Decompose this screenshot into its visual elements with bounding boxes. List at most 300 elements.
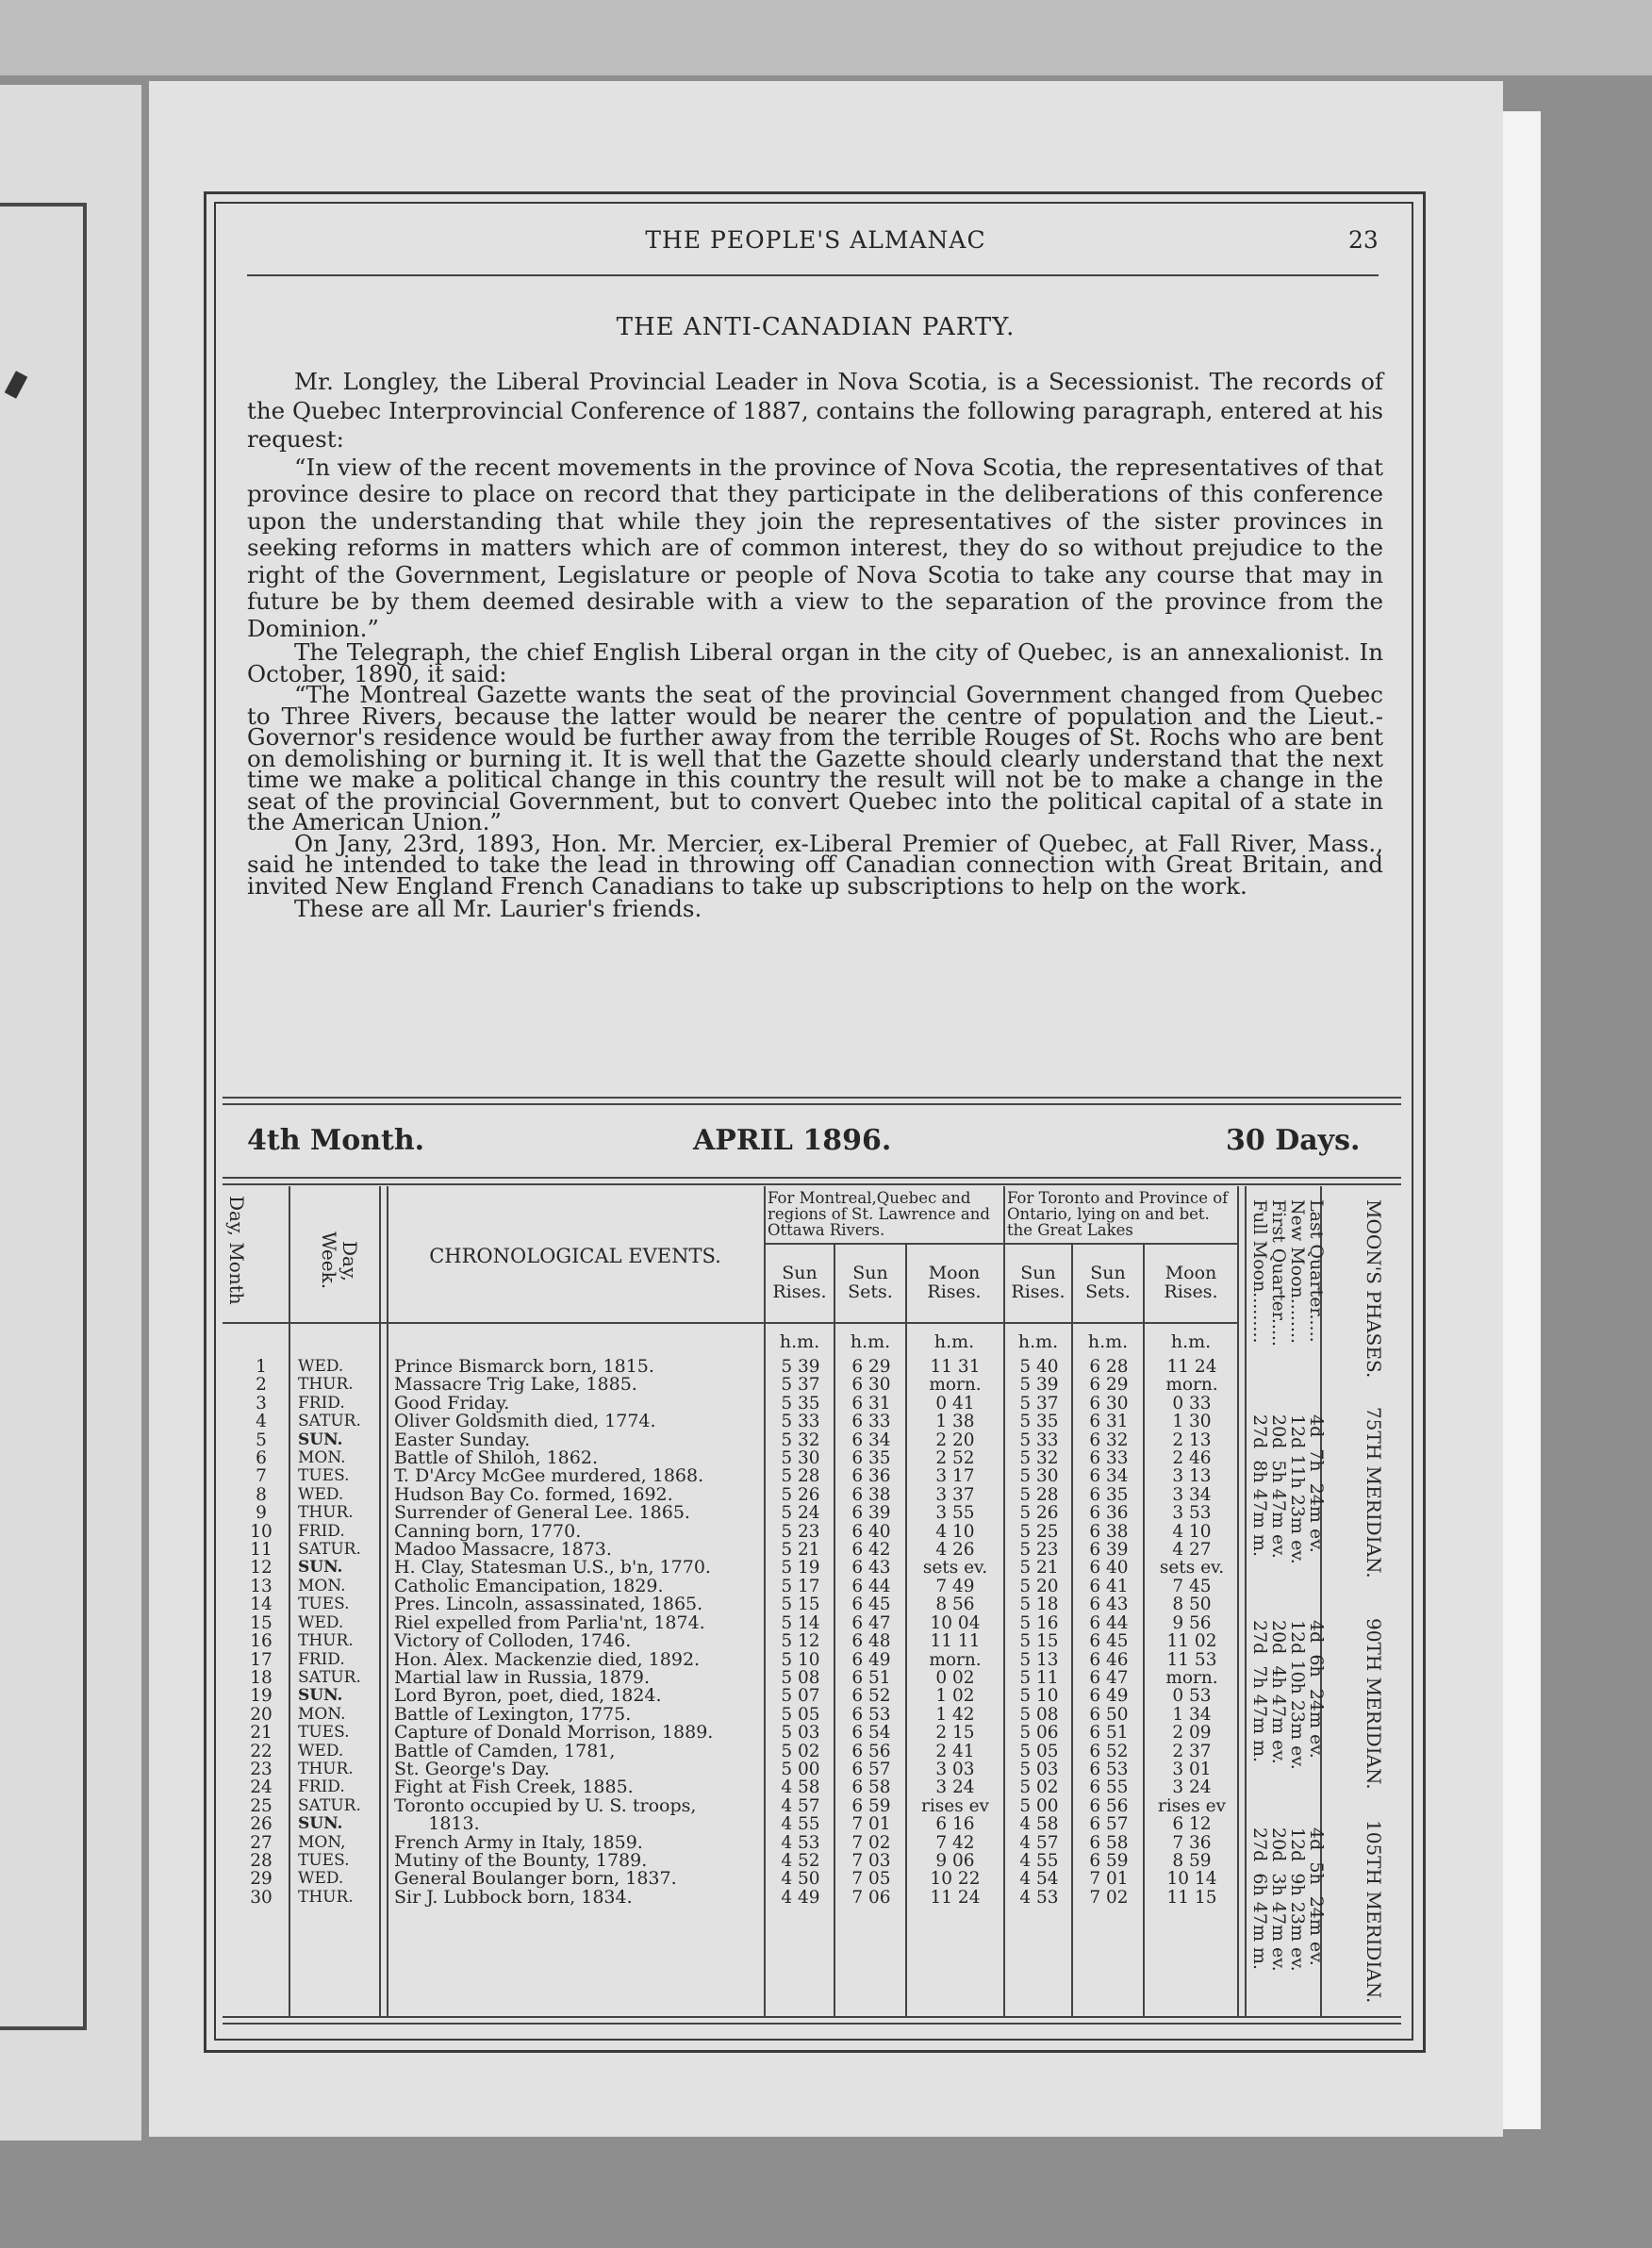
quebec-sun-sets-cell: 6 30	[851, 1375, 891, 1396]
ontario-sun-rises-cell: 4 57	[1019, 1832, 1059, 1853]
column-rule	[905, 1243, 907, 2016]
day-numbers-cell: 27	[250, 1832, 273, 1853]
events-cell: Toronto occupied by U. S. troops,	[394, 1794, 697, 1816]
weekdays-cell: SUN.	[298, 1686, 343, 1706]
events-cell: Hon. Alex. Mackenzie died, 1892.	[394, 1648, 701, 1670]
day-numbers-cell: 7	[256, 1466, 267, 1487]
ontario-moon-rises-cell: 4 27	[1172, 1540, 1212, 1561]
events-cell: Battle of Lexington, 1775.	[394, 1703, 632, 1725]
meridian-105-label: 105TH MERIDIAN.	[1363, 1820, 1385, 2004]
article-title: THE ANTI-CANADIAN PARTY.	[616, 313, 1016, 341]
ontario-sun-sets-cell: 6 31	[1089, 1412, 1129, 1432]
ontario-moon-rises-cell: 4 10	[1172, 1521, 1212, 1542]
events-cell: Sir J. Lubbock born, 1834.	[394, 1886, 633, 1908]
events-cell: Massacre Trig Lake, 1885.	[394, 1374, 637, 1396]
quebec-moon-rises-cell: 2 41	[935, 1741, 975, 1761]
month-title: APRIL 1896.	[693, 1124, 892, 1157]
ontario-sun-rises-cell: 5 05	[1019, 1741, 1059, 1761]
ontario-moon-rises-cell: 8 50	[1172, 1595, 1212, 1615]
ontario-moon-rises-cell: 3 24	[1172, 1777, 1212, 1798]
ontario-sun-sets-cell: 6 30	[1089, 1393, 1129, 1413]
weekdays-cell: THUR.	[298, 1759, 354, 1778]
ontario-sun-rises-cell: 5 00	[1019, 1795, 1059, 1816]
ontario-sun-rises-cell: 5 32	[1019, 1448, 1059, 1469]
header-rule	[223, 1322, 1237, 1324]
day-numbers-cell: 18	[250, 1667, 273, 1688]
quebec-sun-rises-cell: 5 33	[781, 1412, 820, 1432]
day-numbers-cell: 11	[250, 1540, 273, 1561]
ontario-sun-sets-cell: 6 55	[1089, 1777, 1129, 1798]
quebec-moon-rises-cell: 0 02	[935, 1667, 975, 1688]
quebec-sun-rises-cell: 5 08	[781, 1667, 820, 1688]
weekdays-cell: MON.	[298, 1704, 346, 1724]
quebec-sun-sets-cell: 6 47	[851, 1612, 891, 1633]
ontario-sun-rises-cell: 5 25	[1019, 1521, 1059, 1542]
ontario-sun-sets-cell: 6 35	[1089, 1484, 1129, 1505]
ontario-moon-rises-header: Moon Rises.	[1164, 1263, 1218, 1302]
weekdays-cell: WED.	[298, 1869, 344, 1889]
events-cell: Battle of Shiloh, 1862.	[394, 1447, 598, 1469]
article-paragraph: These are all Mr. Laurier's friends.	[294, 895, 702, 922]
quebec-sun-sets-cell: 7 06	[851, 1887, 891, 1908]
quebec-sun-rises-cell: 5 10	[781, 1649, 820, 1670]
ontario-sun-sets-cell: 7 01	[1089, 1869, 1129, 1890]
ontario-sun-sets-cell: 6 45	[1089, 1631, 1129, 1652]
ontario-sun-rises-column	[1007, 1358, 1071, 1907]
ontario-moon-rises-cell: 2 37	[1172, 1741, 1212, 1761]
quebec-sun-rises-cell: 5 35	[781, 1393, 820, 1413]
day-numbers-cell: 26	[250, 1814, 273, 1835]
quebec-moon-rises-cell: 1 42	[935, 1704, 975, 1725]
weekdays-cell: THUR.	[298, 1631, 354, 1651]
quebec-sun-sets-cell: 6 36	[851, 1466, 891, 1487]
ontario-moon-rises-cell: 6 12	[1172, 1814, 1212, 1835]
events-cell: T. D'Arcy McGee murdered, 1868.	[394, 1465, 704, 1487]
quebec-sun-rises-cell: 5 14	[781, 1612, 820, 1633]
weekdays-cell: THUR.	[298, 1887, 354, 1907]
ontario-sun-rises-cell: 5 06	[1019, 1723, 1059, 1744]
hm-label: h.m.	[779, 1331, 820, 1352]
column-rule	[764, 1186, 766, 2016]
ontario-moon-rises-cell: 3 34	[1172, 1484, 1212, 1505]
ontario-sun-sets-cell: 6 49	[1089, 1686, 1129, 1707]
day-numbers-cell: 16	[250, 1631, 273, 1652]
day-numbers-cell: 21	[250, 1723, 273, 1744]
quebec-sun-sets-cell: 6 53	[851, 1704, 891, 1725]
events-cell: Lord Byron, poet, died, 1824.	[394, 1685, 662, 1707]
events-cell: Prince Bismarck born, 1815.	[394, 1356, 654, 1377]
ontario-sun-rises-cell: 5 08	[1019, 1704, 1059, 1725]
quebec-moon-rises-cell: 3 03	[935, 1759, 975, 1779]
moon-phase-times-90: 4d 6h 24m ev. 12d 10h 23m ev. 20d 4h 47m ev. 27d 7h 47m m.	[1249, 1620, 1327, 1770]
events-cell: Easter Sunday.	[394, 1429, 531, 1450]
ontario-sun-sets-cell: 6 40	[1089, 1558, 1129, 1579]
quebec-moon-rises-cell: 4 10	[935, 1521, 975, 1542]
events-header: CHRONOLOGICAL EVENTS.	[429, 1245, 721, 1267]
quebec-moon-rises-cell: 11 24	[930, 1887, 981, 1908]
quebec-sun-sets-cell: 6 54	[851, 1723, 891, 1744]
moon-phase-times-105: 4d 5h 24m ev. 12d 9h 23m ev. 20d 3h 47m ev. 27d 6h 47m m.	[1249, 1827, 1327, 1972]
quebec-sun-rises-cell: 5 12	[781, 1631, 820, 1652]
events-cell: Good Friday.	[394, 1392, 510, 1413]
ontario-sun-rises-cell: 5 30	[1019, 1466, 1059, 1487]
ontario-sun-rises-cell: 4 55	[1019, 1850, 1059, 1871]
ontario-moon-rises-cell: rises ev	[1158, 1795, 1226, 1816]
ontario-sun-rises-cell: 5 37	[1019, 1393, 1059, 1413]
hm-label: h.m.	[1087, 1331, 1129, 1352]
quebec-moon-rises-cell: 1 02	[935, 1686, 975, 1707]
ontario-sun-rises-cell: 5 11	[1019, 1667, 1059, 1688]
ontario-sun-rises-cell: 4 53	[1019, 1887, 1059, 1908]
ontario-sun-rises-cell: 5 39	[1019, 1375, 1059, 1396]
quebec-sun-sets-cell: 7 02	[851, 1832, 891, 1853]
day-numbers-cell: 24	[250, 1777, 273, 1798]
ontario-moon-rises-cell: 3 53	[1172, 1503, 1212, 1524]
ontario-sun-sets-cell: 6 44	[1089, 1612, 1129, 1633]
events-cell: Hudson Bay Co. formed, 1692.	[394, 1483, 673, 1505]
ontario-sun-rises-cell: 5 18	[1019, 1595, 1059, 1615]
article-paragraph: The Telegraph, the chief English Liberal organ in the city of Quebec, is an annexalionist. In October, 1890, it said:	[247, 638, 1383, 687]
ontario-moon-rises-cell: 1 30	[1172, 1412, 1212, 1432]
quebec-sun-rises-cell: 5 24	[781, 1503, 820, 1524]
events-cell: 1813.	[394, 1813, 480, 1835]
background-top	[0, 0, 1652, 75]
quebec-sun-rises-cell: 5 23	[781, 1521, 820, 1542]
quebec-sun-sets-cell: 6 42	[851, 1540, 891, 1561]
ontario-sun-rises-cell: 5 03	[1019, 1759, 1059, 1779]
events-cell: Pres. Lincoln, assassinated, 1865.	[394, 1594, 703, 1615]
article-paragraph: On Jany, 23rd, 1893, Hon. Mr. Mercier, ex-Liberal Premier of Quebec, at Fall River, Mass., said he intended to take the lead in throwing off Canadian connection with Great Britain, and invited New England French Canadians to take up subscriptions to help on the work.	[247, 829, 1383, 900]
quebec-sun-rises-cell: 4 52	[781, 1850, 820, 1871]
day-numbers-cell: 9	[256, 1503, 267, 1524]
quebec-moon-rises-cell: 2 15	[935, 1723, 975, 1744]
ontario-moon-rises-cell: 11 53	[1166, 1649, 1217, 1670]
quebec-moon-rises-column	[909, 1358, 1001, 1907]
ontario-moon-rises-cell: 7 45	[1172, 1576, 1212, 1596]
quebec-sun-sets-cell: 6 49	[851, 1649, 891, 1670]
column-rule	[1237, 1186, 1239, 2016]
month-number: 4th Month.	[247, 1124, 425, 1157]
column-rule	[379, 1186, 381, 2016]
table-top-rule	[223, 1183, 1401, 1185]
ontario-sun-sets-cell: 6 46	[1089, 1649, 1129, 1670]
quebec-sun-rises-cell: 5 26	[781, 1484, 820, 1505]
quebec-moon-rises-cell: 3 17	[935, 1466, 975, 1487]
weekdays-cell: MON.	[298, 1576, 346, 1595]
ontario-sun-rises-cell: 4 58	[1019, 1814, 1059, 1835]
ontario-moon-rises-cell: 2 13	[1172, 1430, 1212, 1450]
quebec-sun-sets-column	[837, 1358, 905, 1907]
quebec-sun-rises-header: Sun Rises.	[772, 1263, 827, 1302]
quebec-moon-rises-cell: 10 04	[930, 1612, 981, 1633]
header-rule	[764, 1243, 1237, 1245]
ontario-sun-rises-cell: 4 54	[1019, 1869, 1059, 1890]
quebec-sun-rises-cell: 5 28	[781, 1466, 820, 1487]
quebec-sun-rises-cell: 5 05	[781, 1704, 820, 1725]
quebec-moon-rises-cell: 7 42	[935, 1832, 975, 1853]
weekdays-cell: SUN.	[298, 1558, 343, 1578]
quebec-sun-sets-cell: 6 51	[851, 1667, 891, 1688]
events-cell: Canning born, 1770.	[394, 1520, 582, 1542]
weekdays-cell: SATUR.	[298, 1540, 361, 1560]
ontario-sun-sets-cell: 6 43	[1089, 1595, 1129, 1615]
section-divider	[223, 1103, 1401, 1105]
quebec-sun-sets-cell: 7 05	[851, 1869, 891, 1890]
ontario-sun-sets-cell: 6 58	[1089, 1832, 1129, 1853]
weekdays-cell: SUN.	[298, 1430, 343, 1449]
day-numbers-cell: 30	[250, 1887, 273, 1908]
quebec-sun-rises-cell: 5 15	[781, 1595, 820, 1615]
weekdays-cell: WED.	[298, 1357, 344, 1376]
quebec-sun-sets-cell: 6 40	[851, 1521, 891, 1542]
column-rule	[387, 1186, 388, 2016]
quebec-sun-rises-cell: 4 53	[781, 1832, 820, 1853]
quebec-moon-rises-cell: rises ev	[921, 1795, 989, 1816]
table-bottom-rule	[223, 2016, 1401, 2018]
quebec-sun-sets-cell: 6 52	[851, 1686, 891, 1707]
events-cell: Catholic Emancipation, 1829.	[394, 1575, 664, 1596]
quebec-moon-rises-cell: 11 11	[930, 1631, 981, 1652]
day-numbers-cell: 2	[256, 1375, 267, 1396]
quebec-moon-rises-cell: 3 24	[935, 1777, 975, 1798]
ontario-sun-rises-cell: 5 26	[1019, 1503, 1059, 1524]
ontario-sun-sets-cell: 6 41	[1089, 1576, 1129, 1596]
ontario-moon-rises-column	[1147, 1358, 1237, 1907]
weekdays-cell: TUES.	[298, 1723, 350, 1743]
meridian-90-label: 90TH MERIDIAN.	[1363, 1618, 1385, 1790]
day-numbers-cell: 14	[250, 1595, 273, 1615]
moons-phases-label: MOON'S PHASES.	[1363, 1199, 1385, 1379]
quebec-group-header: For Montreal,Quebec and regions of St. Lawrence and Ottawa Rivers.	[768, 1189, 990, 1239]
weekdays-cell: TUES.	[298, 1466, 350, 1486]
hm-label: h.m.	[1017, 1331, 1059, 1352]
ontario-moon-rises-cell: 10 14	[1166, 1869, 1217, 1890]
ontario-moon-rises-cell: morn.	[1165, 1375, 1218, 1396]
events-cell: French Army in Italy, 1859.	[394, 1831, 643, 1853]
ontario-sun-sets-cell: 6 59	[1089, 1850, 1129, 1871]
quebec-moon-rises-cell: 1 38	[935, 1412, 975, 1432]
ontario-sun-sets-cell: 6 57	[1089, 1814, 1129, 1835]
article-quote: “The Montreal Gazette wants the seat of the provincial Government changed from Quebec to Three Rivers, because the latter would be nearer the centre of population and the Lieut.-Governor's residence would be further away from the terrible Rouges of St. Rochs who are bent on demolishing or burning it. It is well that the Gazette should clearly understand that the next time we make a political change in this country the result will not be to make a change in the seat of the provincial Government, but to convert Quebec into the political capital of a state in the American Union.”	[247, 681, 1383, 835]
ontario-moon-rises-cell: 11 24	[1166, 1357, 1217, 1377]
ontario-sun-rises-cell: 5 10	[1019, 1686, 1059, 1707]
events-cell: Fight at Fish Creek, 1885.	[394, 1777, 634, 1798]
quebec-sun-rises-cell: 5 30	[781, 1448, 820, 1469]
ontario-sun-sets-cell: 6 53	[1089, 1759, 1129, 1779]
quebec-moon-rises-cell: morn.	[929, 1649, 982, 1670]
day-numbers-cell: 13	[250, 1576, 273, 1596]
day-numbers-cell: 15	[250, 1612, 273, 1633]
quebec-sun-sets-cell: 7 01	[851, 1814, 891, 1835]
ontario-sun-sets-cell: 6 32	[1089, 1430, 1129, 1450]
quebec-sun-rises-cell: 5 32	[781, 1430, 820, 1450]
events-cell: Riel expelled from Parlia'nt, 1874.	[394, 1612, 705, 1633]
quebec-sun-rises-cell: 4 49	[781, 1887, 820, 1908]
quebec-sun-rises-cell: 5 21	[781, 1540, 820, 1561]
ontario-moon-rises-cell: 7 36	[1172, 1832, 1212, 1853]
ontario-moon-rises-cell: 1 34	[1172, 1704, 1212, 1725]
ontario-sun-rises-cell: 5 21	[1019, 1558, 1059, 1579]
day-of-month-column	[236, 1358, 287, 1907]
quebec-moon-rises-cell: 8 56	[935, 1595, 975, 1615]
column-rule	[1245, 1186, 1247, 2016]
quebec-sun-sets-cell: 6 33	[851, 1412, 891, 1432]
ontario-sun-sets-cell: 6 47	[1089, 1667, 1129, 1688]
ontario-moon-rises-cell: 0 33	[1172, 1393, 1212, 1413]
ontario-moon-rises-cell: 2 46	[1172, 1448, 1212, 1469]
ontario-sun-sets-cell: 6 33	[1089, 1448, 1129, 1469]
weekdays-cell: THUR.	[298, 1375, 354, 1395]
quebec-sun-rises-cell: 5 03	[781, 1723, 820, 1744]
quebec-sun-sets-cell: 6 56	[851, 1741, 891, 1761]
events-cell: Capture of Donald Morrison, 1889.	[394, 1722, 714, 1744]
quebec-sun-rises-cell: 5 07	[781, 1686, 820, 1707]
ontario-sun-sets-cell: 6 28	[1089, 1357, 1129, 1377]
weekdays-cell: WED.	[298, 1484, 344, 1504]
page-edge	[1503, 111, 1541, 2129]
day-numbers-cell: 28	[250, 1850, 273, 1871]
ontario-sun-sets-cell: 6 36	[1089, 1503, 1129, 1524]
ontario-moon-rises-cell: 3 01	[1172, 1759, 1212, 1779]
quebec-moon-rises-cell: 3 37	[935, 1484, 975, 1505]
day-numbers-cell: 22	[250, 1741, 273, 1761]
quebec-sun-sets-cell: 6 59	[851, 1795, 891, 1816]
ontario-sun-sets-cell: 7 02	[1089, 1887, 1129, 1908]
column-rule	[834, 1243, 835, 2016]
ontario-moon-rises-cell: 11 15	[1166, 1887, 1217, 1908]
day-numbers-cell: 8	[256, 1484, 267, 1505]
hm-label: h.m.	[933, 1331, 975, 1352]
ontario-moon-rises-cell: 2 09	[1172, 1723, 1212, 1744]
column-rule	[1003, 1186, 1005, 2016]
weekdays-cell: MON,	[298, 1832, 346, 1852]
adjacent-page-frame	[0, 203, 87, 2030]
weekdays-cell: TUES.	[298, 1850, 350, 1870]
ontario-sun-sets-cell: 6 38	[1089, 1521, 1129, 1542]
events-cell: Mutiny of the Bounty, 1789.	[394, 1849, 648, 1871]
quebec-sun-sets-cell: 6 31	[851, 1393, 891, 1413]
quebec-moon-rises-cell: 11 31	[930, 1357, 981, 1377]
quebec-moon-rises-cell: 7 49	[935, 1576, 975, 1596]
quebec-sun-rises-cell: 5 17	[781, 1576, 820, 1596]
weekdays-cell: FRID.	[298, 1521, 345, 1541]
day-numbers-cell: 29	[250, 1869, 273, 1890]
weekdays-cell: SATUR.	[298, 1667, 361, 1687]
events-cell: Battle of Camden, 1781,	[394, 1740, 616, 1761]
ontario-moon-rises-cell: 3 13	[1172, 1466, 1212, 1487]
quebec-sun-sets-cell: 6 29	[851, 1357, 891, 1377]
ontario-sun-sets-cell: 6 34	[1089, 1466, 1129, 1487]
quebec-sun-rises-cell: 5 37	[781, 1375, 820, 1396]
quebec-sun-rises-cell: 4 55	[781, 1814, 820, 1835]
events-cell: St. George's Day.	[394, 1758, 550, 1779]
ontario-sun-rises-cell: 5 28	[1019, 1484, 1059, 1505]
running-header: THE PEOPLE'S ALMANAC	[645, 226, 986, 254]
weekdays-cell: WED.	[298, 1612, 344, 1632]
quebec-sun-sets-cell: 6 58	[851, 1777, 891, 1798]
quebec-moon-rises-cell: 4 26	[935, 1540, 975, 1561]
header-rule	[247, 274, 1379, 276]
quebec-sun-rises-column	[768, 1358, 834, 1907]
ontario-group-header: For Toronto and Province of Ontario, lying on and bet. the Great Lakes	[1007, 1189, 1229, 1239]
events-cell: General Boulanger born, 1837.	[394, 1868, 677, 1890]
ontario-sun-rises-cell: 5 33	[1019, 1430, 1059, 1450]
ontario-sun-rises-cell: 5 02	[1019, 1777, 1059, 1798]
weekdays-cell: THUR.	[298, 1503, 354, 1523]
weekdays-cell: MON.	[298, 1448, 346, 1468]
day-numbers-cell: 10	[250, 1521, 273, 1542]
ontario-sun-sets-cell: 6 56	[1089, 1795, 1129, 1816]
moon-phase-times-75: 4d 7h 24m ev. 12d 11h 23m ev. 20d 5h 47m ev. 27d 8h 47m m.	[1249, 1414, 1327, 1564]
ontario-moon-rises-cell: 0 53	[1172, 1686, 1212, 1707]
quebec-sun-sets-header: Sun Sets.	[848, 1263, 893, 1302]
day-numbers-cell: 4	[256, 1412, 267, 1432]
quebec-sun-sets-cell: 6 57	[851, 1759, 891, 1779]
day-month-header: Day, Month	[225, 1196, 248, 1305]
day-numbers-cell: 20	[250, 1704, 273, 1725]
weekdays-cell: FRID.	[298, 1649, 345, 1669]
ontario-sun-rises-cell: 5 40	[1019, 1357, 1059, 1377]
events-cell: Victory of Colloden, 1746.	[394, 1630, 632, 1652]
weekdays-cell: SATUR.	[298, 1795, 361, 1815]
quebec-moon-rises-cell: 9 06	[935, 1850, 975, 1871]
quebec-sun-rises-cell: 5 02	[781, 1741, 820, 1761]
day-numbers-cell: 5	[256, 1430, 267, 1450]
ontario-moon-rises-cell: 8 59	[1172, 1850, 1212, 1871]
page-number: 23	[1348, 226, 1379, 254]
column-rule	[1071, 1243, 1073, 2016]
ontario-sun-sets-column	[1075, 1358, 1143, 1907]
quebec-sun-sets-cell: 6 35	[851, 1448, 891, 1469]
ontario-sun-sets-header: Sun Sets.	[1085, 1263, 1131, 1302]
ontario-sun-sets-cell: 6 51	[1089, 1723, 1129, 1744]
table-bottom-rule	[223, 2023, 1401, 2025]
meridian-75-label: 75TH MERIDIAN.	[1363, 1407, 1385, 1579]
quebec-sun-sets-cell: 6 48	[851, 1631, 891, 1652]
moon-phase-names: Last Quarter..... New Moon........ First Quarter..... Full Moon.........	[1249, 1199, 1327, 1347]
ontario-moon-rises-cell: 9 56	[1172, 1612, 1212, 1633]
quebec-moon-rises-cell: 10 22	[930, 1869, 981, 1890]
ontario-sun-sets-cell: 6 52	[1089, 1741, 1129, 1761]
quebec-sun-rises-cell: 5 00	[781, 1759, 820, 1779]
ontario-sun-sets-cell: 6 29	[1089, 1375, 1129, 1396]
hm-label: h.m.	[850, 1331, 891, 1352]
hm-label: h.m.	[1170, 1331, 1212, 1352]
article-body	[247, 368, 1383, 921]
days-count: 30 Days.	[1226, 1124, 1361, 1157]
weekdays-cell: SATUR.	[298, 1412, 361, 1431]
quebec-moon-rises-header: Moon Rises.	[927, 1263, 982, 1302]
ontario-moon-rises-cell: 11 02	[1166, 1631, 1217, 1652]
weekdays-cell: FRID.	[298, 1777, 345, 1797]
events-cell: Martial law in Russia, 1879.	[394, 1666, 651, 1688]
ontario-sun-rises-cell: 5 15	[1019, 1631, 1059, 1652]
column-rule	[289, 1186, 290, 2016]
article-paragraph: Mr. Longley, the Liberal Provincial Leader in Nova Scotia, is a Secessionist. The records of the Quebec Interprovincial Conference of 1887, contains the following paragraph, entered at his request:	[247, 368, 1383, 453]
day-numbers-cell: 17	[250, 1649, 273, 1670]
quebec-sun-sets-cell: 6 43	[851, 1558, 891, 1579]
quebec-sun-sets-cell: 6 38	[851, 1484, 891, 1505]
quebec-moon-rises-cell: 2 20	[935, 1430, 975, 1450]
day-numbers-cell: 12	[250, 1558, 273, 1579]
events-cell: Madoo Massacre, 1873.	[394, 1539, 612, 1561]
column-rule	[1143, 1243, 1145, 2016]
quebec-moon-rises-cell: 3 55	[935, 1503, 975, 1524]
weekdays-cell: FRID.	[298, 1393, 345, 1413]
day-numbers-cell: 6	[256, 1448, 267, 1469]
ontario-sun-rises-cell: 5 20	[1019, 1576, 1059, 1596]
quebec-sun-sets-cell: 6 39	[851, 1503, 891, 1524]
